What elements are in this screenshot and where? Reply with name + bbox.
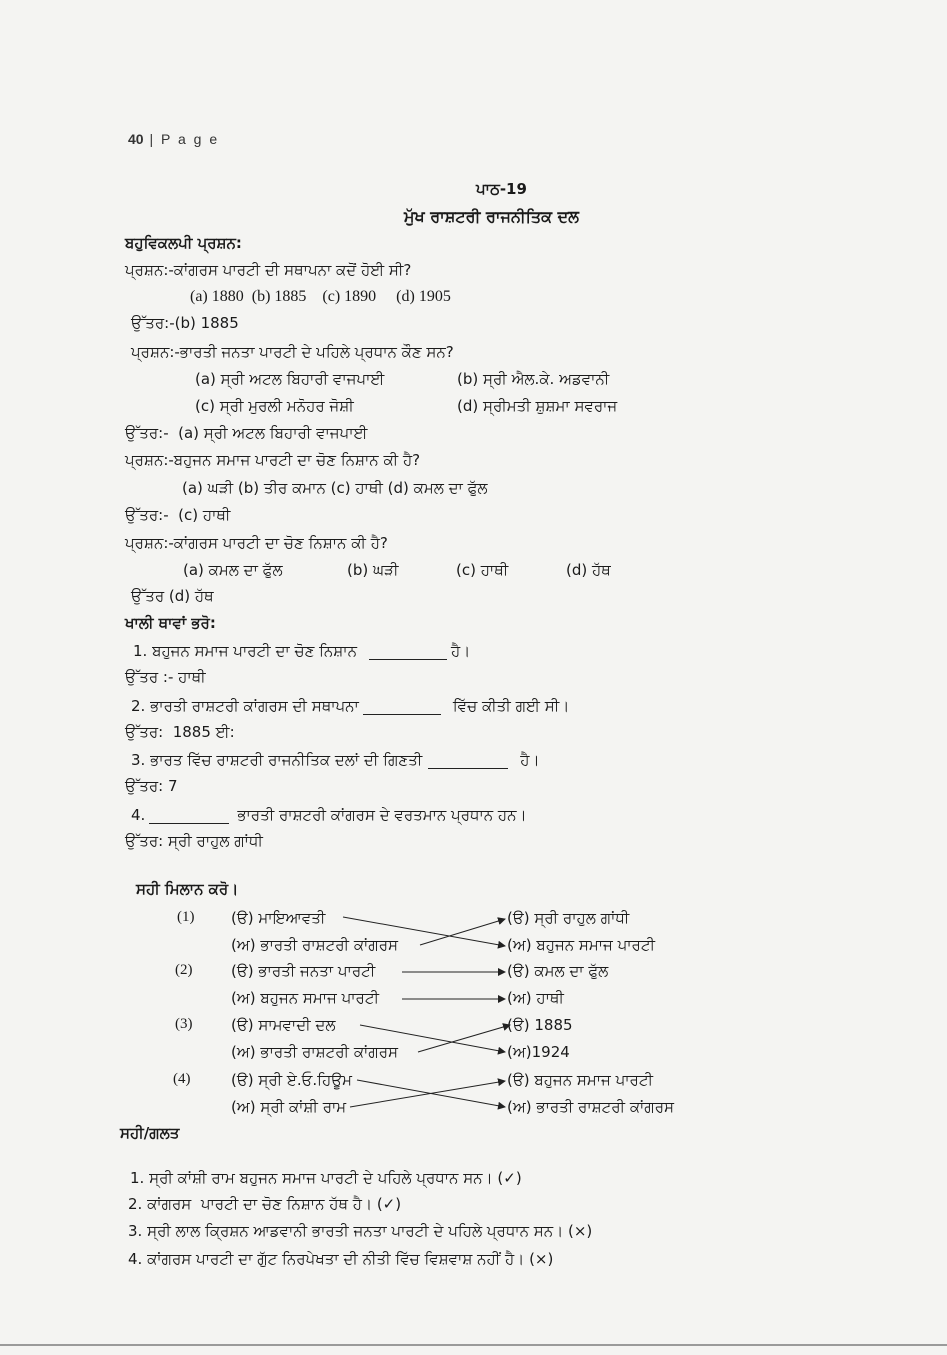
match-group-1-right-1: (ੳ) ਸ੍ਰੀ ਰਾਹੁਲ ਗਾਂਧੀ (507, 909, 630, 927)
bottom-edge-line (0, 1344, 947, 1346)
match-group-1-left-1: (ੳ) ਮਾਇਆਵਤੀ (231, 909, 326, 927)
match-group-4-left-1: (ੳ) ਸ੍ਰੀ ਏ.ਓ.ਹਿਊਮ (231, 1071, 352, 1089)
mcq-q1-answer: ਉੱਤਰ:-(b) 1885 (131, 314, 239, 332)
mcq-q2-answer: ਉੱਤਰ:- (a) ਸ੍ਰੀ ਅਟਲ ਬਿਹਾਰੀ ਵਾਜਪਾਈ (125, 424, 368, 442)
mcq-q4-question: ਪ੍ਰਸ਼ਨ:-ਕਾਂਗਰਸ ਪਾਰਟੀ ਦਾ ਚੋਣ ਨਿਸ਼ਾਨ ਕੀ ਹੈ? (125, 534, 388, 552)
fill-heading: ਖਾਲੀ ਥਾਵਾਂ ਭਰੋ: (125, 614, 216, 632)
match-group-2-right-1: (ੳ) ਕਮਲ ਦਾ ਫੁੱਲ (507, 962, 609, 980)
fill-4-answer: ਉੱਤਰ: ਸ੍ਰੀ ਰਾਹੁਲ ਗਾਂਧੀ (125, 832, 263, 850)
arrow-1b (420, 919, 505, 945)
mcq-q3-answer: ਉੱਤਰ:- (c) ਹਾਥੀ (125, 506, 231, 524)
mcq-q1-question: ਪ੍ਰਸ਼ਨ:-ਕਾਂਗਰਸ ਪਾਰਟੀ ਦੀ ਸਥਾਪਨਾ ਕਦੋਂ ਹੋਈ ਸੀ? (125, 261, 412, 279)
mcq-q4-answer: ਉੱਤਰ (d) ਹੱਥ (131, 587, 214, 605)
mcq-q2-option-a: (a) ਸ੍ਰੀ ਅਟਲ ਬਿਹਾਰੀ ਵਾਜਪਾਈ (195, 370, 385, 388)
match-group-3-right-2: (ਅ)1924 (507, 1043, 570, 1061)
match-group-3-number: (3) (175, 1016, 193, 1032)
fill-3-answer: ਉੱਤਰ: 7 (125, 777, 178, 795)
chapter-title: ਮੁੱਖ ਰਾਸ਼ਟਰੀ ਰਾਜਨੀਤਿਕ ਦਲ (404, 207, 579, 226)
match-group-3-left-2: (ਅ) ਭਾਰਤੀ ਰਾਸ਼ਟਰੀ ਕਾਂਗਰਸ (231, 1043, 399, 1061)
tf-item-1: 1. ਸ੍ਰੀ ਕਾਂਸ਼ੀ ਰਾਮ ਬਹੁਜਨ ਸਮਾਜ ਪਾਰਟੀ ਦੇ ਪਹਿਲੇ ਪ੍ਰਧਾਨ ਸਨ। (✓) (130, 1169, 522, 1187)
arrow-1a (343, 917, 505, 946)
chapter-label: ਪਾਠ-19 (476, 180, 527, 198)
fill-2-text: 2. ਭਾਰਤੀ ਰਾਸ਼ਟਰੀ ਕਾਂਗਰਸ ਦੀ ਸਥਾਪਨਾ (131, 697, 359, 715)
match-group-2-left-2: (ਅ) ਬਹੁਜਨ ਸਮਾਜ ਪਾਰਟੀ (231, 989, 379, 1007)
tf-item-2: 2. ਕਾਂਗਰਸ ਪਾਰਟੀ ਦਾ ਚੋਣ ਨਿਸ਼ਾਨ ਹੱਥ ਹੈ। (✓) (128, 1195, 402, 1213)
match-group-4-right-1: (ੳ) ਬਹੁਜਨ ਸਮਾਜ ਪਾਰਟੀ (507, 1071, 653, 1089)
page-number: 40 (128, 131, 144, 147)
match-group-4-left-2: (ਅ) ਸ੍ਰੀ ਕਾਂਸ਼ੀ ਰਾਮ (231, 1098, 347, 1116)
fill-1-answer: ਉੱਤਰ :- ਹਾਥੀ (125, 668, 206, 686)
mcq-q2-question: ਪ੍ਰਸ਼ਨ:-ਭਾਰਤੀ ਜਨਤਾ ਪਾਰਟੀ ਦੇ ਪਹਿਲੇ ਪ੍ਰਧਾਨ ਕੌਣ ਸਨ? (131, 343, 454, 361)
tf-item-3: 3. ਸ੍ਰੀ ਲਾਲ ਕ੍ਰਿਸ਼ਨ ਆਡਵਾਨੀ ਭਾਰਤੀ ਜਨਤਾ ਪਾਰਟੀ ਦੇ ਪਹਿਲੇ ਪ੍ਰਧਾਨ ਸਨ। (×) (128, 1222, 593, 1240)
match-group-2-number: (2) (175, 962, 193, 978)
fill-1-end: ਹੈ। (450, 642, 471, 660)
fill-3-text: 3. ਭਾਰਤ ਵਿੱਚ ਰਾਸ਼ਟਰੀ ਰਾਜਨੀਤਿਕ ਦਲਾਂ ਦੀ ਗਿਣਤੀ (131, 751, 423, 769)
mcq-q3-question: ਪ੍ਰਸ਼ਨ:-ਬਹੁਜਨ ਸਮਾਜ ਪਾਰਟੀ ਦਾ ਚੋਣ ਨਿਸ਼ਾਨ ਕੀ ਹੈ? (125, 451, 421, 469)
match-group-3-left-1: (ੳ) ਸਾਮਵਾਦੀ ਦਲ (231, 1016, 336, 1034)
match-group-2-left-1: (ੳ) ਭਾਰਤੀ ਜਨਤਾ ਪਾਰਟੀ (231, 962, 376, 980)
tf-heading: ਸਹੀ/ਗਲਤ (120, 1124, 180, 1142)
match-group-4-number: (4) (173, 1071, 191, 1087)
page-word: | P a g e (149, 131, 220, 147)
mcq-q2-option-c: (c) ਸ੍ਰੀ ਮੁਰਲੀ ਮਨੋਹਰ ਜੋਸ਼ੀ (195, 397, 354, 415)
fill-4-text: 4. (131, 806, 146, 824)
mcq-q4-option-c: (c) ਹਾਥੀ (456, 561, 509, 579)
mcq-q1-options: (a) 1880 (b) 1885 (c) 1890 (d) 1905 (190, 288, 451, 305)
fill-1-text: 1. ਬਹੁਜਨ ਸਮਾਜ ਪਾਰਟੀ ਦਾ ਚੋਣ ਨਿਸ਼ਾਨ (133, 642, 357, 660)
match-group-1-number: (1) (177, 909, 195, 925)
mcq-q4-option-b: (b) ਘੜੀ (347, 561, 399, 579)
match-group-2-right-2: (ਅ) ਹਾਥੀ (507, 989, 564, 1007)
fill-4-end: ਭਾਰਤੀ ਰਾਸ਼ਟਰੀ ਕਾਂਗਰਸ ਦੇ ਵਰਤਮਾਨ ਪ੍ਰਧਾਨ ਹਨ। (237, 806, 527, 824)
fill-2-end: ਵਿੱਚ ਕੀਤੀ ਗਈ ਸੀ। (452, 697, 570, 715)
match-group-1-right-2: (ਅ) ਬਹੁਜਨ ਸਮਾਜ ਪਾਰਟੀ (507, 936, 655, 954)
mcq-q2-option-b: (b) ਸ੍ਰੀ ਐਲ.ਕੇ. ਅਡਵਾਨੀ (457, 370, 610, 388)
match-group-4-right-2: (ਅ) ਭਾਰਤੀ ਰਾਸ਼ਟਰੀ ਕਾਂਗਰਸ (507, 1098, 675, 1116)
fill-2-answer: ਉੱਤਰ: 1885 ਈ: (125, 723, 235, 741)
match-group-1-left-2: (ਅ) ਭਾਰਤੀ ਰਾਸ਼ਟਰੀ ਕਾਂਗਰਸ (231, 936, 399, 954)
mcq-q3-options: (a) ਘੜੀ (b) ਤੀਰ ਕਮਾਨ (c) ਹਾਥੀ (d) ਕਮਲ ਦਾ ਫੁੱਲ (182, 479, 488, 497)
fill-3-end: ਹੈ। (520, 751, 540, 769)
match-heading: ਸਹੀ ਮਿਲਾਨ ਕਰੋ। (136, 880, 239, 898)
tf-item-4: 4. ਕਾਂਗਰਸ ਪਾਰਟੀ ਦਾ ਗੁੱਟ ਨਿਰਪੇਖਤਾ ਦੀ ਨੀਤੀ ਵਿੱਚ ਵਿਸ਼ਵਾਸ਼ ਨਹੀਂ ਹੈ। (×) (128, 1250, 554, 1268)
mcq-q2-option-d: (d) ਸ੍ਰੀਮਤੀ ਸ਼ੁਸ਼ਮਾ ਸਵਰਾਜ (457, 397, 618, 415)
mcq-q4-option-a: (a) ਕਮਲ ਦਾ ਫੁੱਲ (183, 561, 283, 579)
mcq-heading: ਬਹੁਵਿਕਲਪੀ ਪ੍ਰਸ਼ਨ: (125, 234, 242, 252)
mcq-q4-option-d: (d) ਹੱਥ (566, 561, 611, 579)
match-group-3-right-1: (ੳ) 1885 (507, 1016, 573, 1034)
